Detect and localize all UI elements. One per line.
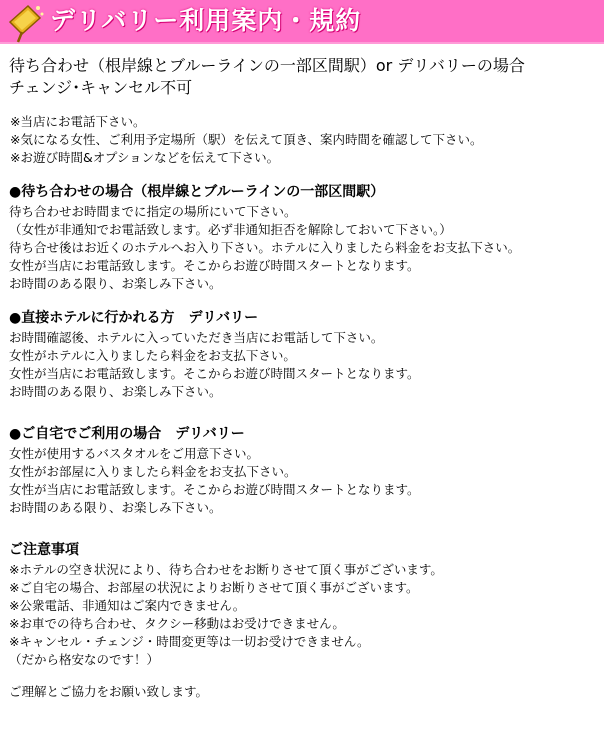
section-cautions — [9, 539, 604, 669]
golden-sparkle-icon — [6, 2, 46, 44]
section-line: お時間確認後、ホテルに入っていただき当店にお電話して下さい。 — [9, 330, 384, 345]
section-line: （女性が非通知でお電話致します。必ず非通知拒否を解除しておいて下さい。） — [9, 222, 452, 237]
main-content — [0, 44, 604, 701]
section-line: お時間のある限り、お楽しみ下さい。 — [9, 276, 222, 291]
section-line: 女性が使用するバスタオルをご用意下さい。 — [9, 446, 260, 461]
section-line: 女性が当店にお電話致します。そこからお遊び時間スタートとなります。 — [9, 366, 420, 381]
section-title: ●直接ホテルに行かれる方 デリバリー — [9, 310, 259, 326]
section-meeting — [9, 181, 604, 293]
section-line: 女性が当店にお電話致します。そこからお遊び時間スタートとなります。 — [9, 258, 420, 273]
section-line: お時間のある限り、お楽しみ下さい。 — [9, 384, 222, 399]
section-hotel — [9, 307, 604, 401]
caution-line: ※公衆電話、非通知はご案内できません。 — [9, 598, 246, 613]
section-title: ●ご自宅でご利用の場合 デリバリー — [9, 426, 245, 442]
section-title: ●待ち合わせの場合（根岸線とブルーラインの一部区間駅） — [9, 184, 385, 200]
caution-line: ※ホテルの空き状況により、待ち合わせをお断りさせて頂く事がございます。 — [9, 562, 443, 577]
section-line: 待ち合せ後はお近くのホテルへお入り下さい。ホテルに入りましたら料金をお支払下さい。 — [9, 240, 521, 255]
caution-line: ※キャンセル・チェンジ・時間変更等は一切お受けできません。 — [9, 634, 370, 649]
intro-note: ※当店にお電話下さい。 — [10, 114, 146, 129]
cautions-title: ご注意事項 — [9, 542, 79, 558]
section-home — [9, 423, 604, 517]
section-line: 待ち合わせお時間までに指定の場所にいて下さい。 — [9, 204, 297, 219]
caution-line: （だから格安なのです！） — [9, 652, 160, 667]
caution-line: ※ご自宅の場合、お部屋の状況によりお断りさせて頂く事がございます。 — [9, 580, 419, 595]
page-title: デリバリー利用案内・規約 — [50, 6, 362, 35]
section-line: 女性が当店にお電話致します。そこからお遊び時間スタートとなります。 — [9, 482, 420, 497]
intro-notes — [9, 113, 604, 167]
closing-text: ご理解とご協力をお願い致します。 — [9, 684, 209, 699]
page-header — [0, 0, 604, 44]
caution-line: ※お車での待ち合わせ、タクシー移動はお受けできません。 — [9, 616, 345, 631]
intro-note: ※気になる女性、ご利用予定場所（駅）を伝えて頂き、案内時間を確認して下さい。 — [10, 132, 483, 147]
subtitle-line-1: 待ち合わせ（根岸線とブルーラインの一部区間駅）or デリバリーの場合 — [9, 56, 525, 75]
subtitle-line-2: チェンジ･キャンセル不可 — [9, 78, 193, 97]
section-line: 女性がホテルに入りましたら料金をお支払下さい。 — [9, 348, 296, 363]
intro-note: ※お遊び時間&オプションなどを伝えて下さい。 — [10, 150, 280, 165]
section-line: 女性がお部屋に入りましたら料金をお支払下さい。 — [9, 464, 297, 479]
section-line: お時間のある限り、お楽しみ下さい。 — [9, 500, 222, 515]
